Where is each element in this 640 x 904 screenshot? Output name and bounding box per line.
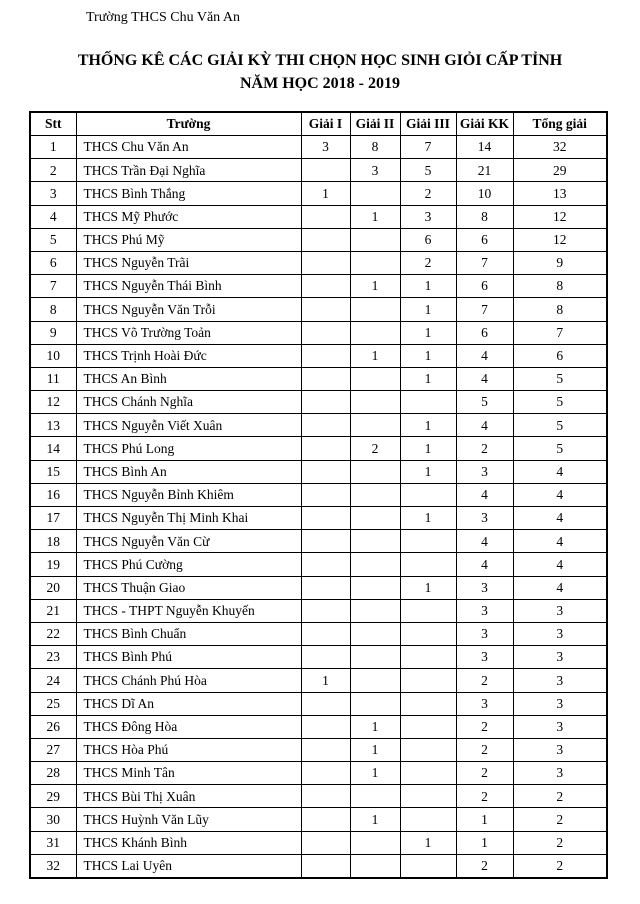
col-header-prize-2: Giải II <box>350 112 400 136</box>
prize-3-cell: 1 <box>400 275 456 298</box>
prize-2-cell <box>350 785 400 808</box>
total-cell: 12 <box>513 228 607 251</box>
table-row <box>30 715 607 738</box>
prize-1-cell <box>301 785 350 808</box>
total-cell: 7 <box>513 321 607 344</box>
prize-3-cell <box>400 762 456 785</box>
honorable-cell: 4 <box>456 483 513 506</box>
prize-2-cell <box>350 367 400 390</box>
school-cell: THCS Chánh Phú Hòa <box>76 669 301 692</box>
stt-cell: 1 <box>30 136 76 159</box>
honorable-cell: 2 <box>456 762 513 785</box>
col-header-total: Tổng giải <box>513 112 607 136</box>
prize-1-cell <box>301 275 350 298</box>
prize-2-cell <box>350 553 400 576</box>
table-row <box>30 460 607 483</box>
prize-1-cell: 3 <box>301 136 350 159</box>
total-cell: 9 <box>513 251 607 274</box>
stt-cell: 25 <box>30 692 76 715</box>
prize-1-cell <box>301 414 350 437</box>
stt-cell: 17 <box>30 507 76 530</box>
col-header-school: Trường <box>76 112 301 136</box>
stt-cell: 20 <box>30 576 76 599</box>
table-row <box>30 738 607 761</box>
table-row <box>30 622 607 645</box>
school-cell: THCS Mỹ Phước <box>76 205 301 228</box>
col-header-prize-3: Giải III <box>400 112 456 136</box>
prize-3-cell: 1 <box>400 344 456 367</box>
prize-1-cell <box>301 460 350 483</box>
prize-1-cell <box>301 692 350 715</box>
table-body <box>30 136 607 879</box>
prize-1-cell: 1 <box>301 182 350 205</box>
honorable-cell: 1 <box>456 831 513 854</box>
prize-1-cell <box>301 831 350 854</box>
honorable-cell: 14 <box>456 136 513 159</box>
prize-3-cell: 5 <box>400 159 456 182</box>
total-cell: 3 <box>513 622 607 645</box>
prize-2-cell <box>350 391 400 414</box>
total-cell: 3 <box>513 646 607 669</box>
honorable-cell: 8 <box>456 205 513 228</box>
school-cell: THCS Phú Mỹ <box>76 228 301 251</box>
stt-cell: 2 <box>30 159 76 182</box>
prize-2-cell: 3 <box>350 159 400 182</box>
honorable-cell: 4 <box>456 344 513 367</box>
table-row <box>30 599 607 622</box>
prize-1-cell <box>301 205 350 228</box>
school-cell: THCS Thuận Giao <box>76 576 301 599</box>
prize-2-cell: 8 <box>350 136 400 159</box>
prize-1-cell <box>301 228 350 251</box>
total-cell: 3 <box>513 692 607 715</box>
prize-3-cell: 6 <box>400 228 456 251</box>
prize-2-cell: 1 <box>350 715 400 738</box>
prize-1-cell <box>301 854 350 878</box>
school-cell: THCS Bình Thắng <box>76 182 301 205</box>
prize-2-cell <box>350 669 400 692</box>
table-row <box>30 785 607 808</box>
prize-2-cell <box>350 414 400 437</box>
table-row <box>30 159 607 182</box>
table-row <box>30 367 607 390</box>
honorable-cell: 2 <box>456 854 513 878</box>
prize-2-cell <box>350 298 400 321</box>
prize-3-cell <box>400 785 456 808</box>
total-cell: 5 <box>513 414 607 437</box>
total-cell: 4 <box>513 553 607 576</box>
total-cell: 2 <box>513 831 607 854</box>
school-cell: THCS Nguyễn Viết Xuân <box>76 414 301 437</box>
honorable-cell: 2 <box>456 715 513 738</box>
prize-3-cell: 3 <box>400 205 456 228</box>
prize-3-cell <box>400 646 456 669</box>
stt-cell: 26 <box>30 715 76 738</box>
total-cell: 3 <box>513 715 607 738</box>
honorable-cell: 3 <box>456 576 513 599</box>
table-row <box>30 854 607 878</box>
table-row <box>30 344 607 367</box>
prize-1-cell <box>301 344 350 367</box>
table-row <box>30 136 607 159</box>
school-cell: THCS Nguyễn Bỉnh Khiêm <box>76 483 301 506</box>
total-cell: 13 <box>513 182 607 205</box>
total-cell: 4 <box>513 460 607 483</box>
honorable-cell: 4 <box>456 367 513 390</box>
prize-3-cell <box>400 622 456 645</box>
stt-cell: 32 <box>30 854 76 878</box>
school-cell: THCS Nguyễn Văn Cừ <box>76 530 301 553</box>
prize-1-cell <box>301 251 350 274</box>
honorable-cell: 6 <box>456 228 513 251</box>
total-cell: 32 <box>513 136 607 159</box>
prize-2-cell <box>350 507 400 530</box>
prize-1-cell <box>301 646 350 669</box>
prize-1-cell <box>301 159 350 182</box>
prize-3-cell <box>400 483 456 506</box>
honorable-cell: 3 <box>456 622 513 645</box>
school-cell: THCS Phú Long <box>76 437 301 460</box>
total-cell: 2 <box>513 854 607 878</box>
honorable-cell: 6 <box>456 321 513 344</box>
prize-1-cell <box>301 530 350 553</box>
stt-cell: 31 <box>30 831 76 854</box>
school-cell: THCS Bình An <box>76 460 301 483</box>
prize-3-cell: 1 <box>400 414 456 437</box>
total-cell: 29 <box>513 159 607 182</box>
total-cell: 5 <box>513 391 607 414</box>
total-cell: 3 <box>513 669 607 692</box>
total-cell: 12 <box>513 205 607 228</box>
honorable-cell: 3 <box>456 599 513 622</box>
prize-3-cell <box>400 808 456 831</box>
stt-cell: 8 <box>30 298 76 321</box>
school-cell: THCS Đông Hòa <box>76 715 301 738</box>
honorable-cell: 7 <box>456 251 513 274</box>
honorable-cell: 7 <box>456 298 513 321</box>
table-row <box>30 831 607 854</box>
school-cell: THCS Minh Tân <box>76 762 301 785</box>
school-cell: THCS Nguyễn Văn Trỗi <box>76 298 301 321</box>
stt-cell: 5 <box>30 228 76 251</box>
header-row <box>30 112 607 136</box>
school-year: NĂM HỌC 2018 - 2019 <box>240 75 400 92</box>
honorable-cell: 3 <box>456 460 513 483</box>
prize-3-cell <box>400 854 456 878</box>
total-cell: 3 <box>513 738 607 761</box>
prize-2-cell <box>350 321 400 344</box>
table-row <box>30 507 607 530</box>
total-cell: 6 <box>513 344 607 367</box>
school-cell: THCS Trần Đại Nghĩa <box>76 159 301 182</box>
table-row <box>30 391 607 414</box>
school-cell: THCS Bình Chuẩn <box>76 622 301 645</box>
prize-2-cell <box>350 460 400 483</box>
prize-2-cell <box>350 251 400 274</box>
prize-1-cell <box>301 298 350 321</box>
prize-1-cell <box>301 738 350 761</box>
table-row <box>30 437 607 460</box>
school-cell: THCS Huỳnh Văn Lũy <box>76 808 301 831</box>
prize-3-cell: 1 <box>400 507 456 530</box>
honorable-cell: 2 <box>456 669 513 692</box>
prize-2-cell: 1 <box>350 738 400 761</box>
honorable-cell: 2 <box>456 738 513 761</box>
stt-cell: 6 <box>30 251 76 274</box>
prize-2-cell <box>350 576 400 599</box>
prize-3-cell: 1 <box>400 831 456 854</box>
prize-3-cell: 2 <box>400 251 456 274</box>
total-cell: 5 <box>513 437 607 460</box>
prize-1-cell <box>301 622 350 645</box>
school-cell: THCS Dĩ An <box>76 692 301 715</box>
total-cell: 2 <box>513 808 607 831</box>
prize-3-cell <box>400 553 456 576</box>
prize-2-cell <box>350 622 400 645</box>
table-row <box>30 808 607 831</box>
table-row <box>30 483 607 506</box>
stt-cell: 27 <box>30 738 76 761</box>
stt-cell: 21 <box>30 599 76 622</box>
prize-2-cell: 1 <box>350 808 400 831</box>
prize-1-cell <box>301 321 350 344</box>
total-cell: 4 <box>513 507 607 530</box>
prize-3-cell: 1 <box>400 321 456 344</box>
stt-cell: 10 <box>30 344 76 367</box>
prize-2-cell <box>350 182 400 205</box>
prize-3-cell <box>400 738 456 761</box>
total-cell: 3 <box>513 599 607 622</box>
table-row <box>30 669 607 692</box>
school-cell: THCS - THPT Nguyễn Khuyến <box>76 599 301 622</box>
stt-cell: 15 <box>30 460 76 483</box>
stt-cell: 19 <box>30 553 76 576</box>
school-cell: THCS Bùi Thị Xuân <box>76 785 301 808</box>
honorable-cell: 1 <box>456 808 513 831</box>
prize-2-cell <box>350 854 400 878</box>
table-header <box>30 112 607 136</box>
stt-cell: 28 <box>30 762 76 785</box>
honorable-cell: 2 <box>456 437 513 460</box>
school-cell: THCS Trịnh Hoài Đức <box>76 344 301 367</box>
prize-3-cell: 1 <box>400 460 456 483</box>
prize-1-cell <box>301 391 350 414</box>
prize-2-cell <box>350 831 400 854</box>
table-row <box>30 228 607 251</box>
honorable-cell: 4 <box>456 414 513 437</box>
total-cell: 4 <box>513 576 607 599</box>
honorable-cell: 5 <box>456 391 513 414</box>
school-cell: THCS Hòa Phú <box>76 738 301 761</box>
prize-1-cell <box>301 715 350 738</box>
total-cell: 5 <box>513 367 607 390</box>
stt-cell: 24 <box>30 669 76 692</box>
total-cell: 8 <box>513 298 607 321</box>
prize-2-cell: 2 <box>350 437 400 460</box>
school-cell: THCS Phú Cường <box>76 553 301 576</box>
honorable-cell: 3 <box>456 692 513 715</box>
col-header-prize-1: Giải I <box>301 112 350 136</box>
stt-cell: 14 <box>30 437 76 460</box>
prize-2-cell: 1 <box>350 275 400 298</box>
prize-3-cell: 1 <box>400 298 456 321</box>
prize-2-cell: 1 <box>350 762 400 785</box>
stt-cell: 30 <box>30 808 76 831</box>
total-cell: 3 <box>513 762 607 785</box>
prize-1-cell <box>301 762 350 785</box>
prize-3-cell <box>400 669 456 692</box>
prize-2-cell <box>350 483 400 506</box>
prize-3-cell: 7 <box>400 136 456 159</box>
stt-cell: 7 <box>30 275 76 298</box>
prize-3-cell <box>400 599 456 622</box>
table-row <box>30 553 607 576</box>
table-row <box>30 205 607 228</box>
prize-1-cell <box>301 553 350 576</box>
prize-3-cell: 1 <box>400 367 456 390</box>
prize-1-cell <box>301 507 350 530</box>
awards-table <box>29 111 608 879</box>
col-header-honorable: Giải KK <box>456 112 513 136</box>
total-cell: 4 <box>513 483 607 506</box>
school-cell: THCS Nguyễn Trãi <box>76 251 301 274</box>
table-row <box>30 646 607 669</box>
table-row <box>30 530 607 553</box>
prize-2-cell <box>350 530 400 553</box>
stt-cell: 29 <box>30 785 76 808</box>
school-cell: THCS Lai Uyên <box>76 854 301 878</box>
prize-3-cell <box>400 530 456 553</box>
prize-3-cell: 2 <box>400 182 456 205</box>
prize-1-cell <box>301 808 350 831</box>
school-cell: THCS Võ Trường Toản <box>76 321 301 344</box>
prize-2-cell: 1 <box>350 344 400 367</box>
report-title: THỐNG KÊ CÁC GIẢI KỲ THI CHỌN HỌC SINH GIỎI CẤP TỈNH <box>77 52 563 69</box>
honorable-cell: 2 <box>456 785 513 808</box>
table-row <box>30 576 607 599</box>
honorable-cell: 6 <box>456 275 513 298</box>
prize-2-cell <box>350 692 400 715</box>
school-cell: THCS Chánh Nghĩa <box>76 391 301 414</box>
table-row <box>30 762 607 785</box>
school-name: Trường THCS Chu Văn An <box>86 10 240 25</box>
prize-3-cell <box>400 715 456 738</box>
table-row <box>30 321 607 344</box>
honorable-cell: 4 <box>456 553 513 576</box>
table-row <box>30 298 607 321</box>
stt-cell: 9 <box>30 321 76 344</box>
school-cell: THCS An Bình <box>76 367 301 390</box>
prize-1-cell <box>301 599 350 622</box>
total-cell: 4 <box>513 530 607 553</box>
table-row <box>30 251 607 274</box>
table-row <box>30 182 607 205</box>
school-cell: THCS Chu Văn An <box>76 136 301 159</box>
prize-3-cell: 1 <box>400 576 456 599</box>
honorable-cell: 3 <box>456 646 513 669</box>
stt-cell: 16 <box>30 483 76 506</box>
school-cell: THCS Nguyễn Thị Minh Khai <box>76 507 301 530</box>
prize-1-cell <box>301 483 350 506</box>
stt-cell: 11 <box>30 367 76 390</box>
total-cell: 2 <box>513 785 607 808</box>
stt-cell: 3 <box>30 182 76 205</box>
prize-2-cell <box>350 646 400 669</box>
honorable-cell: 4 <box>456 530 513 553</box>
table-row <box>30 275 607 298</box>
stt-cell: 22 <box>30 622 76 645</box>
stt-cell: 4 <box>30 205 76 228</box>
col-header-stt: Stt <box>30 112 76 136</box>
prize-3-cell <box>400 391 456 414</box>
school-cell: THCS Bình Phú <box>76 646 301 669</box>
prize-1-cell <box>301 576 350 599</box>
prize-3-cell: 1 <box>400 437 456 460</box>
honorable-cell: 21 <box>456 159 513 182</box>
prize-2-cell <box>350 599 400 622</box>
school-cell: THCS Nguyễn Thái Bình <box>76 275 301 298</box>
prize-2-cell <box>350 228 400 251</box>
prize-1-cell <box>301 367 350 390</box>
stt-cell: 18 <box>30 530 76 553</box>
table-row <box>30 692 607 715</box>
prize-3-cell <box>400 692 456 715</box>
stt-cell: 13 <box>30 414 76 437</box>
honorable-cell: 3 <box>456 507 513 530</box>
school-cell: THCS Khánh Bình <box>76 831 301 854</box>
stt-cell: 23 <box>30 646 76 669</box>
total-cell: 8 <box>513 275 607 298</box>
prize-1-cell: 1 <box>301 669 350 692</box>
prize-2-cell: 1 <box>350 205 400 228</box>
prize-1-cell <box>301 437 350 460</box>
table-row <box>30 414 607 437</box>
stt-cell: 12 <box>30 391 76 414</box>
honorable-cell: 10 <box>456 182 513 205</box>
